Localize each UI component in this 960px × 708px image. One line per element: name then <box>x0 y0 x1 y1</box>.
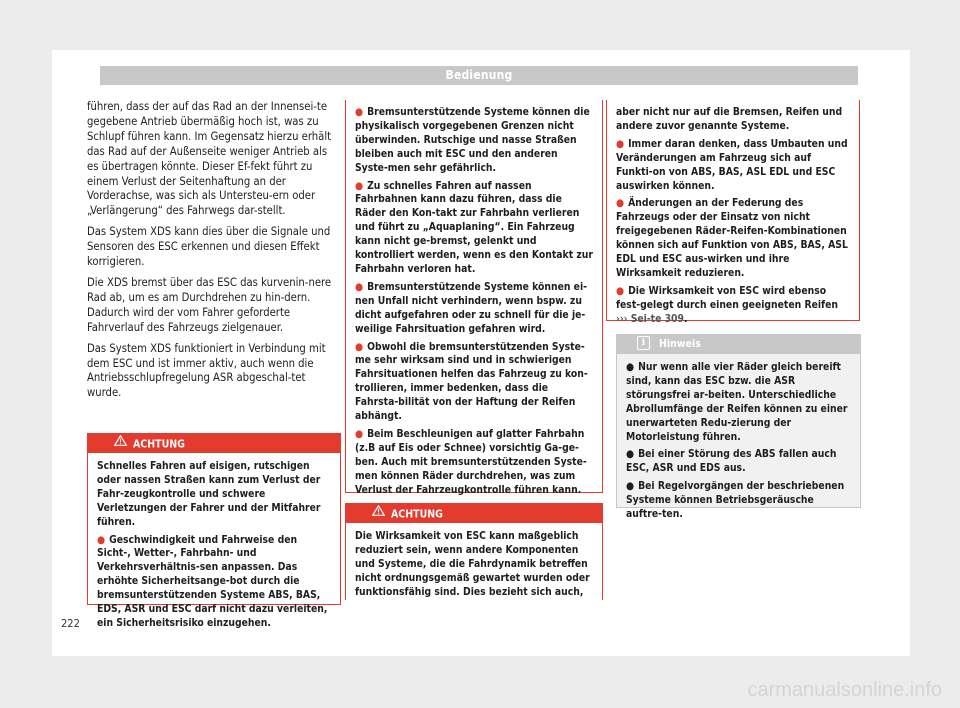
warning-box-1 <box>87 433 341 629</box>
warning-text: Die Wirksamkeit von ESC kann maßgeblich reduziert sein, wenn andere Komponenten und Systeme, die die Fahrdynamik betreffen nicht ordnungsgemäß gewartet wurden oder funktionsfähig sind. Dies bezieht sich auch, <box>355 530 590 598</box>
section-header: Bedienung <box>100 66 858 85</box>
bullet-icon: ● <box>616 137 625 150</box>
info-icon: i <box>637 336 650 350</box>
column-1 <box>87 100 339 407</box>
warning-bullet: ● Bremsunterstützende Systeme können die physikalisch vorgegebenen Grenzen nicht überwinden. Rutschige und nasse Straßen bleiben auch mit ESC und den anderen Syste-men sehr gefährlich. <box>355 106 590 174</box>
page-number: 222 <box>61 617 80 630</box>
page-link[interactable]: Sei-te 309 <box>630 312 684 325</box>
note-bullet: ● Nur wenn alle vier Räder gleich bereift sind, kann das ESC bzw. die ASR störungsfrei ar-beiten. Unterschiedliche Abrollumfänge der Reifen können zu einer unerwarteten Redu-zierung der Motorleistung führen. <box>626 361 848 443</box>
note-header <box>617 335 860 354</box>
warning-title: ACHTUNG <box>133 438 185 451</box>
warning-title: ACHTUNG <box>391 508 443 521</box>
bullet-icon: ● <box>626 480 635 493</box>
bullet-icon: ● <box>97 533 106 546</box>
warning-bullet: ● Obwohl die bremsunterstützenden Syste-me sehr wirksam sind und in schwierigen Fahrsituationen helfen das Fahrzeug zu kon-trollieren, immer bedenken, dass die Fahrsta-bilität von der Haftung der Reifen abhängt. <box>355 340 588 423</box>
bullet-icon: ● <box>355 106 364 118</box>
warning-bullet: ● Bremsunterstützende Systeme können ei-nen Unfall nicht verhindern, wenn bspw. zu dicht aufgefahren oder zu schnell für die je-weilige Fahrsituation gefahren wird. <box>355 280 587 335</box>
warning-header <box>88 434 340 453</box>
warning-triangle-icon <box>372 504 385 523</box>
warning-header <box>346 504 602 523</box>
body-paragraph: Das System XDS kann dies über die Signale und Sensoren des ESC erkennen und diesen Effekt korrigieren. <box>87 225 331 269</box>
bullet-icon: ● <box>355 179 364 192</box>
warning-box-continued <box>345 100 603 496</box>
note-bullet: ● Bei einer Störung des ABS fallen auch ESC, ASR und EDS aus. <box>626 448 837 475</box>
bullet-icon: ● <box>616 197 625 210</box>
watermark: carmanualsonline.info <box>747 679 942 701</box>
warning-box-2 <box>345 503 603 600</box>
page-link-arrow[interactable]: ››› <box>616 312 628 325</box>
body-paragraph: führen, dass der auf das Rad an der Innensei-te gegebene Antrieb übermäßig hoch ist, was zu Schlupf führen kann. Im Gegensatz hierzu erhält das Rad auf der Außenseite weniger Antrieb als es übertragen könnte. Dieser Ef-fekt führt zu einem Verlust der Seitenhaftung an der Vorderachse, was sich als Untersteu-ern oder „Verlängerung“ des Fahrwegs dar-stellt. <box>87 100 332 218</box>
warning-text: Schnelles Fahren auf eisigen, rutschigen oder nassen Straßen kann zum Verlust der Fahr-zeugkontrolle und schwere Verletzungen der Fahrer und der Mitfahrer führen. <box>97 460 321 528</box>
warning-text: aber nicht nur auf die Bremsen, Reifen und andere zuvor genannte Systeme. <box>616 106 843 132</box>
warning-bullet: ● Geschwindigkeit und Fahrweise den Sicht-, Wetter-, Fahrbahn- und Verkehrsverhältnis-sen anpassen. Das erhöhte Sicherheitsange-bot durch die bremsunterstützenden Systeme ABS, BAS, EDS, ASR und ESC darf nicht dazu verleiten, ein Sicherheitsrisiko einzugehen. <box>97 533 328 629</box>
warning-bullet: ● Zu schnelles Fahren auf nassen Fahrbahnen kann dazu führen, dass die Räder den Kon-takt zur Fahrbahn verlieren und führt zu „Aquaplaning“. Ein Fahrzeug kann nicht ge-bremst, gelenkt und kontrolliert werden, wenn es den Kontakt zur Fahrbahn verloren hat. <box>355 179 593 275</box>
bullet-icon: ● <box>626 361 635 373</box>
warning-bullet: ● Immer daran denken, dass Umbauten und Veränderungen am Fahrzeug sich auf Funkti-on von ABS, BAS, ASL EDL und ESC auswirken können. <box>616 137 848 192</box>
note-box <box>616 334 861 521</box>
bullet-icon: ● <box>626 448 635 461</box>
warning-triangle-icon <box>114 434 127 453</box>
bullet-icon: ● <box>355 427 364 440</box>
warning-bullet: ● Die Wirksamkeit von ESC wird ebenso fest-gelegt durch einen geeigneten Reifen ››› Sei-te 309. <box>616 284 838 325</box>
note-title: Hinweis <box>659 338 701 350</box>
warning-bullet: ● Änderungen an der Federung des Fahrzeugs oder der Einsatz von nicht freigegebenen Räder-Reifen-Kombinationen können sich auf Funktion von ABS, BAS, ASL EDL und ESC aus-wirken und ihre Wirksamkeit reduzieren. <box>616 197 848 279</box>
bullet-icon: ● <box>355 340 364 353</box>
note-bullet: ● Bei Regelvorgängen der beschriebenen Systeme können Betriebsgeräusche auftre-ten. <box>626 480 845 521</box>
bullet-icon: ● <box>355 280 364 293</box>
warning-bullet: ● Beim Beschleunigen auf glatter Fahrbahn (z.B auf Eis oder Schnee) vorsichtig Ga-ge-ben. Auch mit bremsunterstützenden Syste-men können Räder durchdrehen, was zum Verlust der Fahrzeugkontrolle führen kann. <box>355 427 587 496</box>
bullet-icon: ● <box>616 284 625 297</box>
body-paragraph: Die XDS bremst über das ESC das kurvenin-nere Rad ab, um es am Durchdrehen zu hin-dern. Dadurch wird der vom Fahrer geforderte Fahrverlauf des Fahrzeugs zielgenauer. <box>87 275 332 334</box>
body-paragraph: Das System XDS funktioniert in Verbindung mit dem ESC und ist immer aktiv, auch wenn die Antriebsschlupfregelung ASR abgeschal-tet wurde. <box>87 341 326 400</box>
warning-box-2-continued <box>606 100 860 325</box>
